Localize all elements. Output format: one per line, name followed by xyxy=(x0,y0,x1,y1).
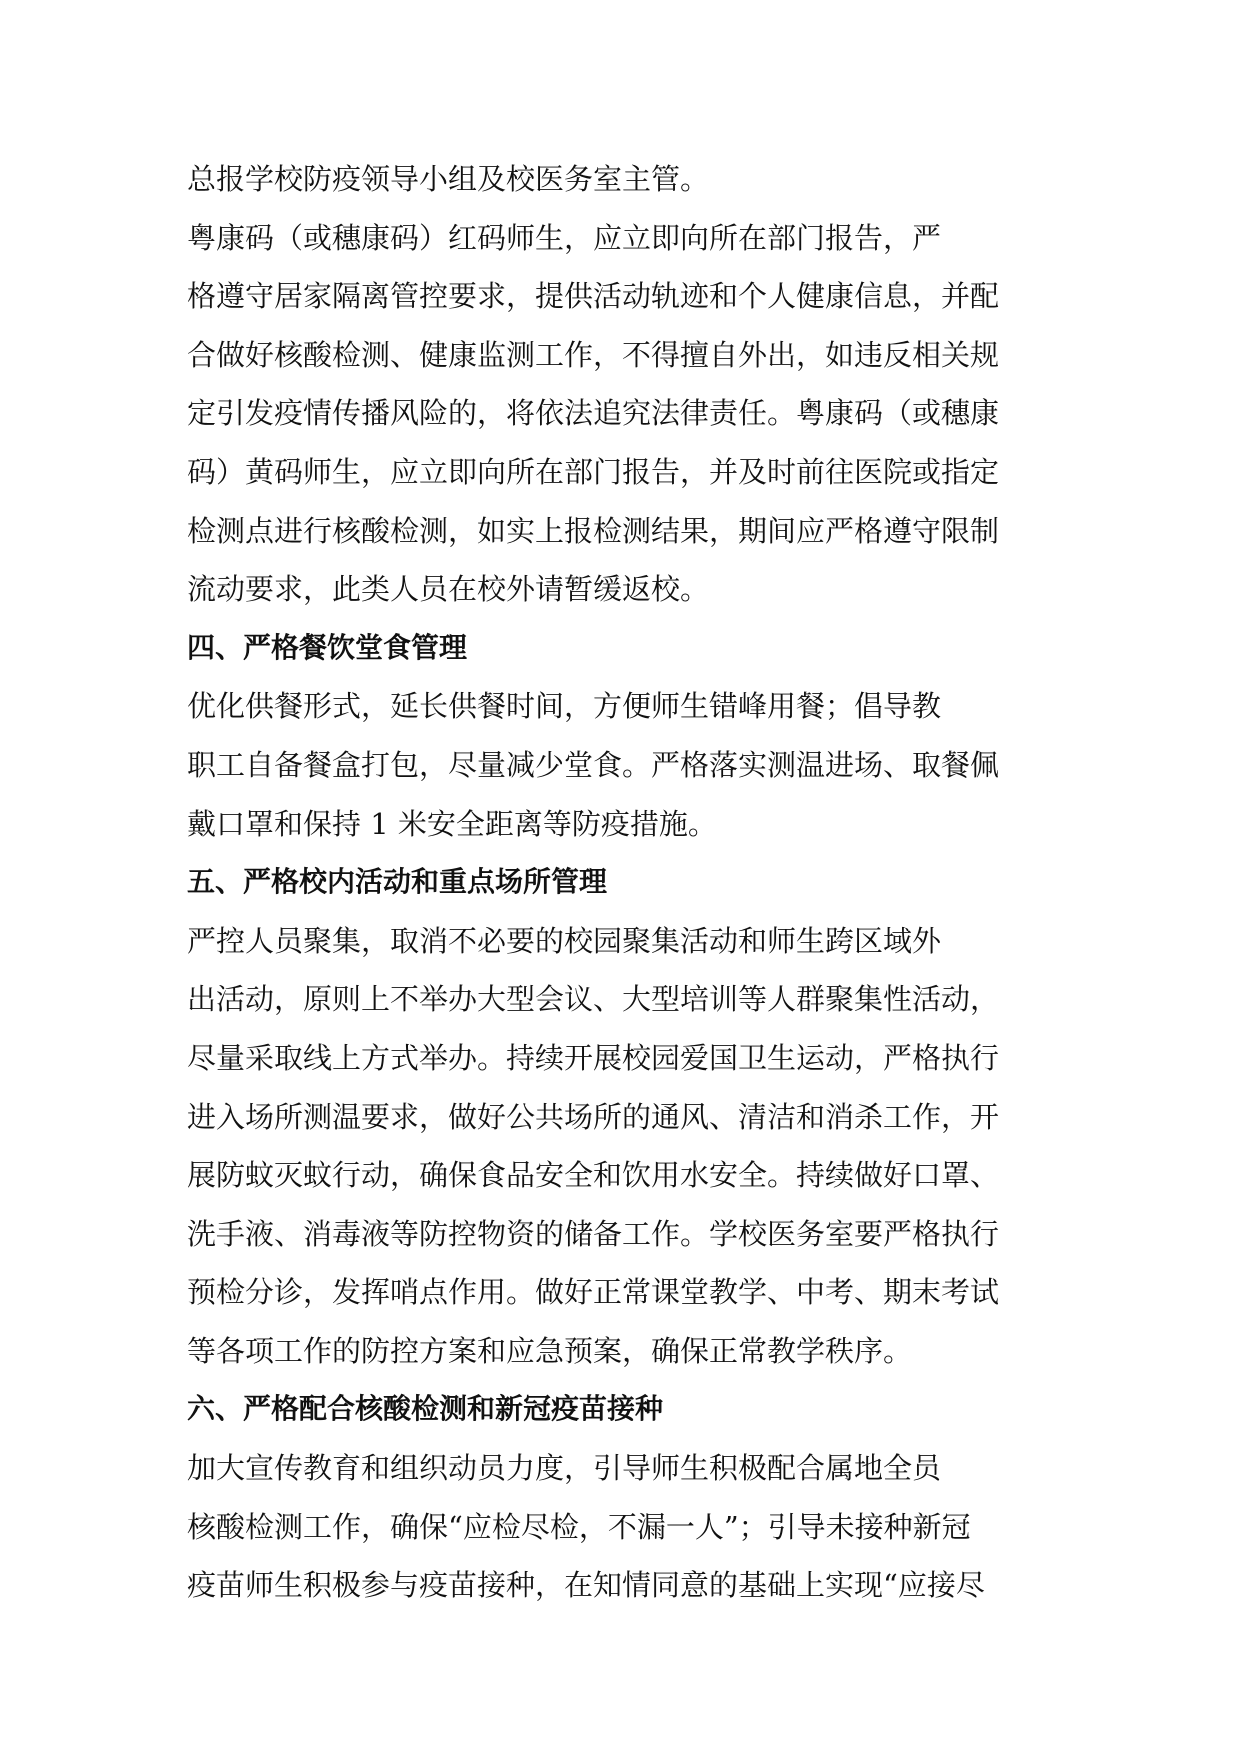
text-line: 码）黄码师生，应立即向所在部门报告，并及时前往医院或指定 xyxy=(187,454,1000,489)
text-line: 定引发疫情传播风险的，将依法追究法律责任。粤康码（或穗康 xyxy=(187,396,1000,431)
text-line: 戴口罩和保持 1 米安全距离等防疫措施。 xyxy=(187,806,717,841)
text-line: 流动要求，此类人员在校外请暂缓返校。 xyxy=(187,572,710,607)
text-line: 粤康码（或穗康码）红码师生，应立即向所在部门报告，严 xyxy=(187,220,942,255)
text-line: 合做好核酸检测、健康监测工作，不得擅自外出，如违反相关规 xyxy=(187,337,1000,372)
heading-text: 五、严格校内活动和重点场所管理 xyxy=(187,865,608,899)
paragraph-dining xyxy=(187,677,1057,853)
section-heading-testing-vaccination xyxy=(187,1380,1057,1439)
text-line: 总报学校防疫领导小组及校医务室主管。 xyxy=(187,162,710,196)
text-line: 加大宣传教育和组织动员力度，引导师生积极配合属地全员 xyxy=(187,1451,942,1486)
heading-text: 六、严格配合核酸检测和新冠疫苗接种 xyxy=(187,1392,664,1426)
text-line: 进入场所测温要求，做好公共场所的通风、清洁和消杀工作，开 xyxy=(187,1099,1000,1134)
text-line: 职工自备餐盒打包，尽量减少堂食。严格落实测温进场、取餐佩 xyxy=(187,747,1000,782)
paragraph-report-to-leaders xyxy=(187,150,1057,209)
document-body xyxy=(187,150,1057,1615)
text-line: 格遵守居家隔离管控要求，提供活动轨迹和个人健康信息，并配 xyxy=(187,279,1000,314)
text-line: 预检分诊，发挥哨点作用。做好正常课堂教学、中考、期末考试 xyxy=(187,1275,1000,1310)
text-line: 疫苗师生积极参与疫苗接种，在知情同意的基础上实现“应接尽 xyxy=(187,1568,985,1603)
text-line: 等各项工作的防控方案和应急预案，确保正常教学秩序。 xyxy=(187,1333,913,1368)
text-line: 核酸检测工作，确保“应检尽检，不漏一人”；引导未接种新冠 xyxy=(187,1509,971,1544)
heading-text: 四、严格餐饮堂食管理 xyxy=(187,630,468,664)
paragraph-health-code xyxy=(187,209,1057,619)
text-line: 出活动，原则上不举办大型会议、大型培训等人群聚集性活动， xyxy=(187,982,1000,1017)
section-heading-dining xyxy=(187,619,1057,678)
section-heading-activities xyxy=(187,853,1057,912)
paragraph-activities xyxy=(187,912,1057,1381)
text-line: 检测点进行核酸检测，如实上报检测结果，期间应严格遵守限制 xyxy=(187,513,1000,548)
text-line: 洗手液、消毒液等防控物资的储备工作。学校医务室要严格执行 xyxy=(187,1216,1000,1251)
text-line: 严控人员聚集，取消不必要的校园聚集活动和师生跨区域外 xyxy=(187,923,942,958)
text-line: 展防蚊灭蚊行动，确保食品安全和饮用水安全。持续做好口罩、 xyxy=(187,1158,1000,1193)
paragraph-testing-vaccination xyxy=(187,1439,1057,1615)
text-line: 优化供餐形式，延长供餐时间，方便师生错峰用餐；倡导教 xyxy=(187,689,942,724)
text-line: 尽量采取线上方式举办。持续开展校园爱国卫生运动，严格执行 xyxy=(187,1040,1000,1075)
